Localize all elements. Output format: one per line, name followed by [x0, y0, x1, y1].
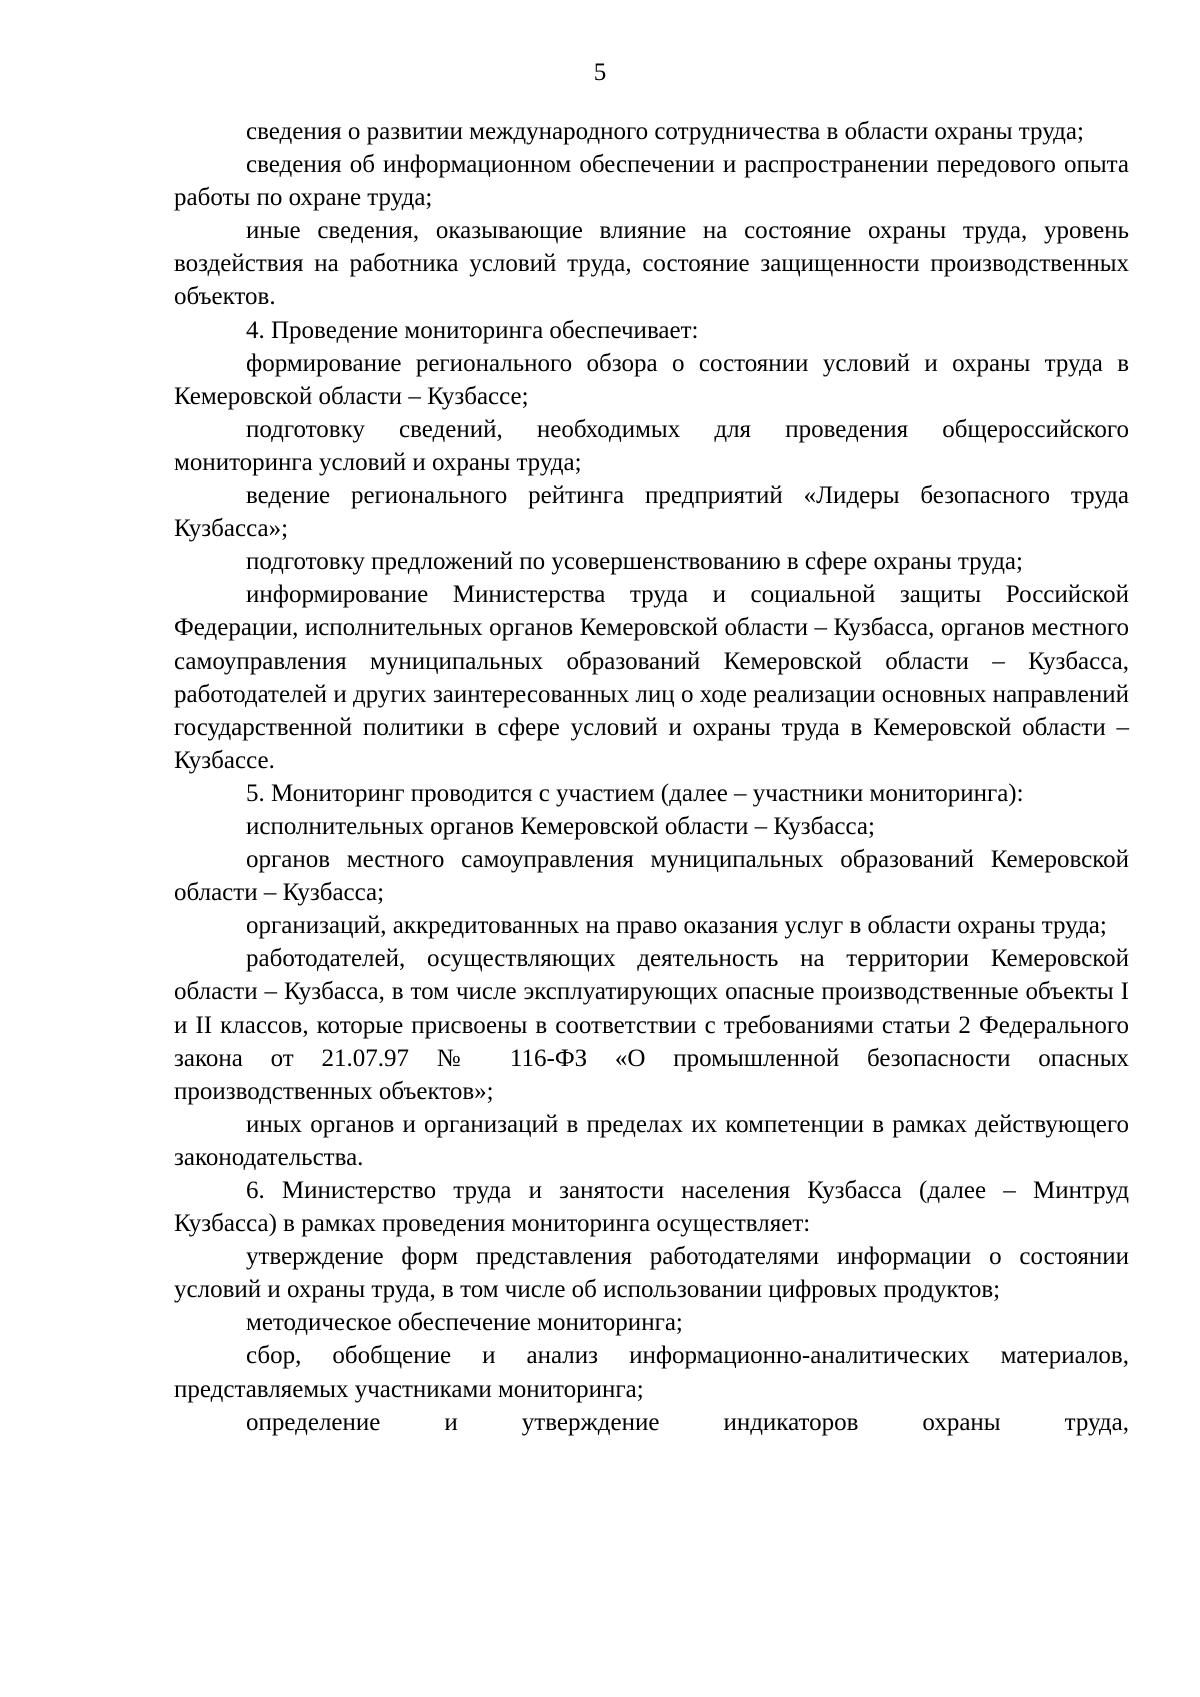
document-body [174, 115, 1129, 1439]
page-number: 5 [593, 59, 607, 86]
paragraph-employers: работодателей, осуществляющих деятельность на территории Кемеровской области – Кузбасса, в том числе эксплуатирующих опасные производственные объекты I и II классов, которые присвоены в соответствии с требованиями статьи 2 Федерального закона от 21.07.97 № 116-ФЗ «О промышленной безопасности опасных производственных объектов»; [174, 945, 1129, 1105]
paragraph-indicators: определение и утверждение индикаторов охраны труда, [246, 1408, 1129, 1436]
paragraph-accredited-organizations: организаций, аккредитованных на право оказания услуг в области охраны труда; [246, 912, 1107, 940]
paragraph-executive-bodies: исполнительных органов Кемеровской области – Кузбасса; [246, 812, 875, 840]
paragraph-informing-ministry: информирование Министерства труда и социальной защиты Российской Федерации, исполнительных органов Кемеровской области – Кузбасса, органов местного самоуправления муниципальных образований Кемеровской области – Кузбасса, работодателей и других заинтересованных лиц о ходе реализации основных направлений государственной политики в сфере условий и охраны труда в Кемеровской области – Кузбассе. [174, 581, 1129, 774]
paragraph-section-5-heading: 5. Мониторинг проводится с участием (далее – участники мониторинга): [246, 779, 1024, 807]
paragraph-methodical-support: методическое обеспечение мониторинга; [246, 1309, 683, 1337]
paragraph-forms-approval: утверждение форм представления работодателями информации о состоянии условий и охраны труда, в том числе об использовании цифровых продуктов; [174, 1243, 1129, 1304]
paragraph-improvement-proposals: подготовку предложений по усовершенствованию в сфере охраны труда; [246, 548, 1023, 576]
paragraph-local-government: органов местного самоуправления муниципальных образований Кемеровской области – Кузбасса; [174, 846, 1129, 907]
paragraph-regional-rating: ведение регионального рейтинга предприятий «Лидеры безопасного труда Кузбасса»; [174, 482, 1129, 543]
paragraph-section-6-heading: 6. Министерство труда и занятости населения Кузбасса (далее – Минтруд Кузбасса) в рамках проведения мониторинга осуществляет: [174, 1177, 1129, 1238]
paragraph-data-collection: сбор, обобщение и анализ информационно-аналитических материалов, представляемых участниками мониторинга; [174, 1342, 1129, 1403]
paragraph-regional-review: формирование регионального обзора о состоянии условий и охраны труда в Кемеровской области – Кузбассе; [174, 349, 1129, 410]
paragraph-section-4-heading: 4. Проведение мониторинга обеспечивает: [246, 316, 699, 344]
paragraph-federal-monitoring: подготовку сведений, необходимых для проведения общероссийского мониторинга условий и охраны труда; [174, 415, 1129, 476]
paragraph-other-bodies: иных органов и организаций в пределах их компетенции в рамках действующего законодательства. [174, 1110, 1129, 1171]
paragraph-international-cooperation: сведения о развитии международного сотрудничества в области охраны труда; [246, 118, 1084, 145]
paragraph-information-support: сведения об информационном обеспечении и распространении передового опыта работы по охране труда; [174, 151, 1129, 212]
paragraph-other-information: иные сведения, оказывающие влияние на состояние охраны труда, уровень воздействия на работника условий труда, состояние защищенности производственных объектов. [174, 217, 1129, 311]
